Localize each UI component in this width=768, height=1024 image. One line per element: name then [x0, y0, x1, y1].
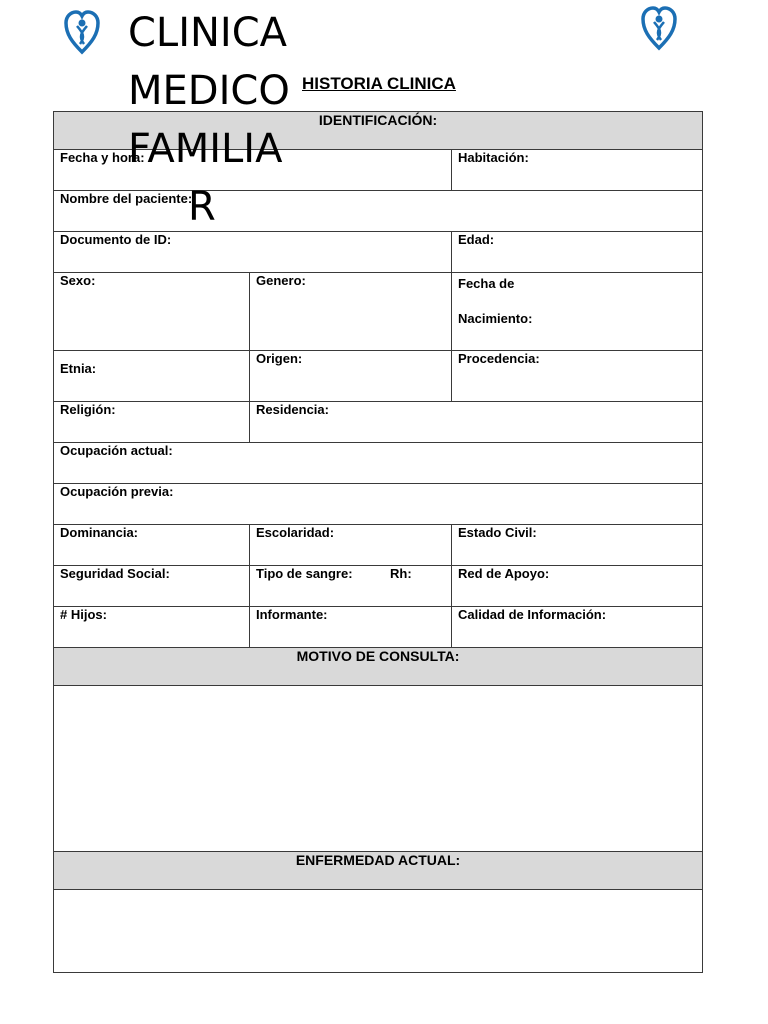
section-identificacion: IDENTIFICACIÓN:	[54, 112, 703, 150]
field-residencia[interactable]: Residencia:	[250, 402, 703, 443]
field-fecha-nacimiento[interactable]	[452, 273, 703, 351]
field-sexo[interactable]: Sexo:	[54, 273, 250, 351]
clinic-logo-right	[641, 4, 677, 52]
field-calidad-informacion[interactable]: Calidad de Información:	[452, 607, 703, 648]
fecha-nacimiento-label-1: Fecha de	[458, 276, 515, 291]
field-ocupacion-actual[interactable]: Ocupación actual:	[54, 443, 703, 484]
section-enfermedad-actual: ENFERMEDAD ACTUAL:	[54, 852, 703, 890]
fecha-nacimiento-label-2: Nacimiento:	[458, 311, 533, 326]
rh-label: Rh:	[390, 566, 412, 581]
field-seguridad-social[interactable]: Seguridad Social:	[54, 566, 250, 607]
field-tipo-sangre[interactable]	[250, 566, 452, 607]
motivo-consulta-area[interactable]	[54, 686, 703, 852]
field-nombre-paciente[interactable]: Nombre del paciente:	[54, 191, 703, 232]
field-dominancia[interactable]: Dominancia:	[54, 525, 250, 566]
field-escolaridad[interactable]: Escolaridad:	[250, 525, 452, 566]
field-ocupacion-previa[interactable]: Ocupación previa:	[54, 484, 703, 525]
section-motivo-consulta: MOTIVO DE CONSULTA:	[54, 648, 703, 686]
field-estado-civil[interactable]: Estado Civil:	[452, 525, 703, 566]
caduceus-heart-icon	[641, 4, 677, 52]
enfermedad-actual-area[interactable]	[54, 890, 703, 973]
clinic-name-line3: FAMILIA	[128, 126, 283, 172]
clinical-history-form	[53, 111, 703, 973]
field-documento-id[interactable]: Documento de ID:	[54, 232, 452, 273]
field-etnia[interactable]: Etnia:	[54, 351, 250, 402]
caduceus-heart-icon	[64, 8, 100, 56]
clinic-name-line2: MEDICO	[128, 68, 290, 114]
field-origen[interactable]: Origen:	[250, 351, 452, 402]
field-red-apoyo[interactable]: Red de Apoyo:	[452, 566, 703, 607]
field-fecha-hora[interactable]: Fecha y hora:	[54, 150, 452, 191]
field-procedencia[interactable]: Procedencia:	[452, 351, 703, 402]
clinic-logo-left	[64, 8, 100, 56]
field-edad[interactable]: Edad:	[452, 232, 703, 273]
field-genero[interactable]: Genero:	[250, 273, 452, 351]
field-habitacion[interactable]: Habitación:	[452, 150, 703, 191]
field-religion[interactable]: Religión:	[54, 402, 250, 443]
tipo-sangre-label: Tipo de sangre:	[256, 566, 353, 581]
clinic-name-line1: CLINICA	[128, 10, 288, 56]
clinic-name-line4: R	[188, 184, 216, 230]
field-informante[interactable]: Informante:	[250, 607, 452, 648]
field-hijos[interactable]: # Hijos:	[54, 607, 250, 648]
document-title: HISTORIA CLINICA	[302, 74, 456, 93]
